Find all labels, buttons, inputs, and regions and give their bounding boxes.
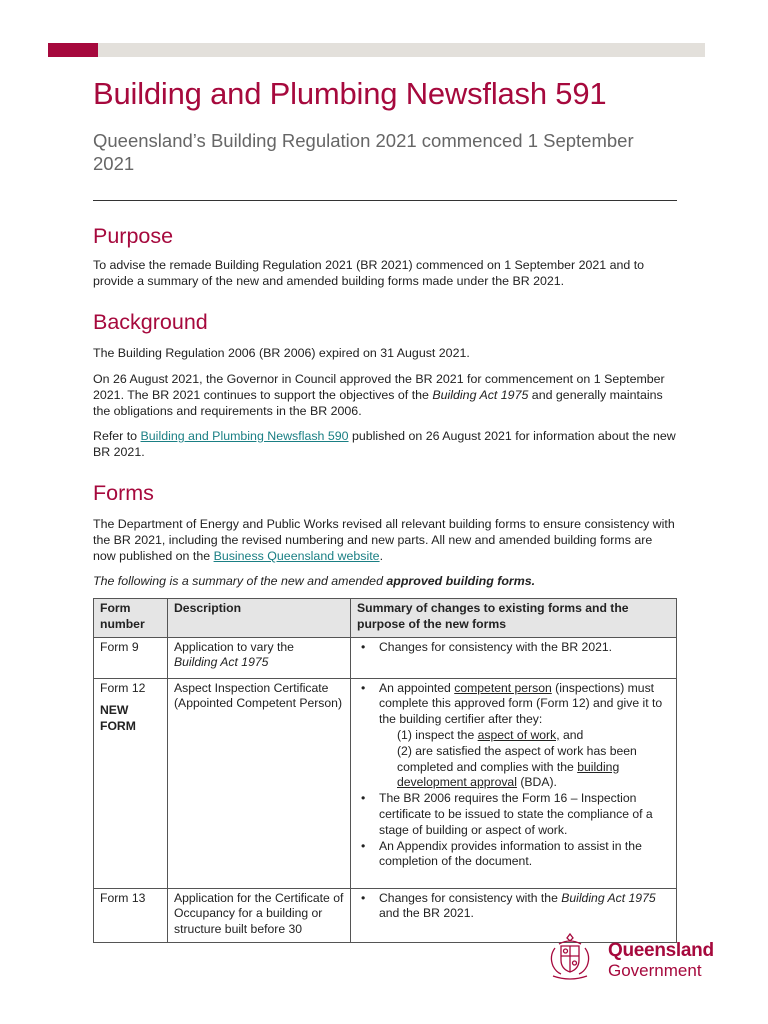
logo-queensland: Queensland [608,940,714,961]
queensland-government-logo [545,932,714,982]
business-queensland-link[interactable]: Business Queensland website [213,549,380,563]
summary-cell [351,678,677,888]
coat-of-arms-icon [545,932,595,982]
list-item: • An appointed competent person (inspections) must complete this approved form (Form 12) and give it to the building certifier after they: (1) inspect the aspect of work, and (2) are satisfied the aspect of work has been completed and complies with the building development approval (BDA). [379,681,670,792]
header-summary: Summary of changes to existing forms and the purpose of the new forms [351,599,677,638]
background-heading: Background [93,310,208,334]
table-header-row [94,599,677,638]
header-form-number: Form number [94,599,168,638]
header-accent [48,43,98,57]
summary-cell [351,637,677,678]
logo-government: Government [608,961,702,980]
purpose-heading: Purpose [93,224,174,248]
list-item: • An Appendix provides information to assist in the completion of the document. [379,839,670,871]
table-row [94,678,677,888]
background-paragraph-2: On 26 August 2021, the Governor in Council approved the BR 2021 for commencement on 1 September 2021. The BR 2021 continues to support the objectives of the Building Act 1975 and generally maintains the obligations and requirements in the BR 2006. [93,372,665,418]
page-title: Building and Plumbing Newsflash 591 [93,76,607,111]
form-number-cell: Form 9 [94,637,168,678]
new-form-badge: NEW FORM [100,703,136,734]
form-number-cell: Form 13 [94,888,168,942]
header-bar [48,43,705,57]
sub-item: (2) are satisfied the aspect of work has been completed and complies with the building development approval (BDA). [397,743,637,790]
table-row [94,637,677,678]
list-item: • Changes for consistency with the BR 2021. [379,640,670,656]
background-paragraph-3: Refer to Building and Plumbing Newsflash 590 published on 26 August 2021 for information about the new BR 2021. [93,429,676,459]
description-cell: Application for the Certificate of Occupancy for a building or structure built before 30 [168,888,351,942]
list-item: • Changes for consistency with the Building Act 1975 and the BR 2021. [379,891,670,923]
title-divider [93,200,677,201]
form-number-cell: Form 12 NEW FORM [94,678,168,888]
sub-item: (1) inspect the aspect of work, and [397,727,584,742]
purpose-text: To advise the remade Building Regulation 2021 (BR 2021) commenced on 1 September 2021 and to provide a summary of the new and amended building forms made under the BR 2021. [93,258,645,288]
newsflash-590-link[interactable]: Building and Plumbing Newsflash 590 [140,429,349,443]
description-cell: Application to vary the Building Act 1975 [168,637,351,678]
header-description: Description [168,599,351,638]
forms-paragraph: The Department of Energy and Public Works revised all relevant building forms to ensure consistency with the BR 2021, including the revised numbering and new parts. All new and amended building forms are now published on the Business Queensland website. [93,517,675,563]
background-paragraph-1: The Building Regulation 2006 (BR 2006) expired on 31 August 2021. [93,346,470,360]
page-subtitle: Queensland’s Building Regulation 2021 commenced 1 September 2021 [93,130,634,174]
forms-table [93,598,677,943]
forms-heading: Forms [93,481,154,505]
list-item: • The BR 2006 requires the Form 16 – Inspection certificate to be issued to state the compliance of a stage of building or aspect of work. [379,791,670,838]
description-cell: Aspect Inspection Certificate (Appointed Competent Person) [168,678,351,888]
forms-summary-intro: The following is a summary of the new and amended approved building forms. [93,574,536,588]
